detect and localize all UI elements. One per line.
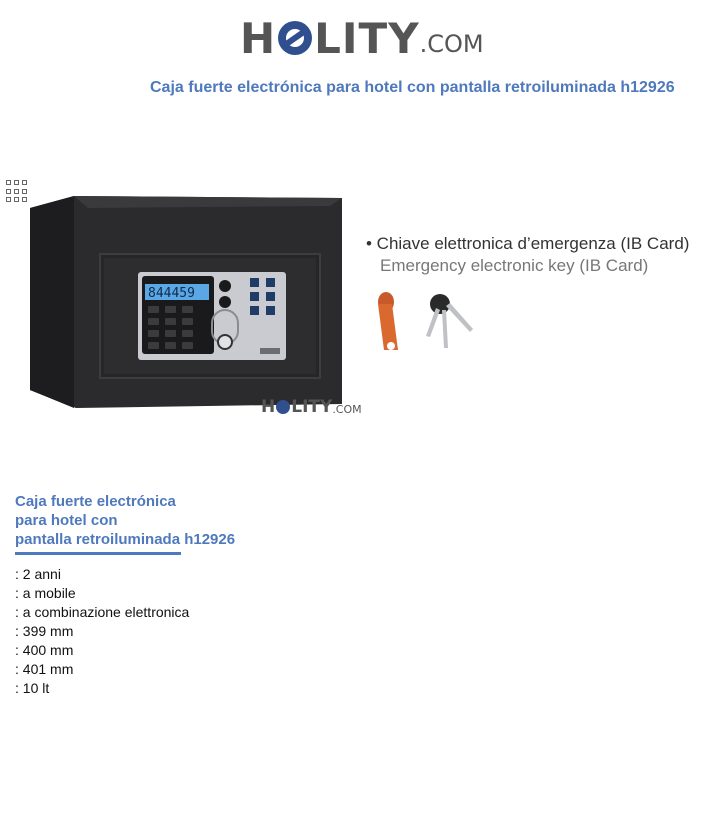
emergency-ib-card-key-icon	[378, 292, 398, 350]
page-title: Caja fuerte electrónica para hotel con pantalla retroiluminada h12926	[150, 79, 675, 96]
spec-warranty: : 2 anni	[15, 566, 61, 582]
spec-dimension: : 399 mm	[15, 623, 74, 639]
grid-cell	[22, 180, 27, 185]
grid-cell	[6, 189, 11, 194]
mechanical-keys-icon	[426, 294, 473, 348]
logo-brand-start: H	[240, 13, 277, 63]
logo-brand-end: LITY	[314, 13, 420, 63]
grid-cell	[14, 189, 19, 194]
key-lock-icon	[218, 335, 232, 349]
grid-cell	[22, 197, 27, 202]
gallery-grid-icon[interactable]	[6, 180, 30, 204]
product-title-line: pantalla retroiluminada h12926	[15, 531, 236, 548]
spec-list	[15, 565, 189, 698]
product-title	[15, 492, 315, 549]
product-image	[30, 180, 720, 430]
logo-domain: .COM	[419, 30, 484, 58]
grid-cell	[6, 197, 11, 202]
image-watermark-logo	[261, 397, 362, 417]
caption-emergency-key-en: Emergency electronic key (IB Card)	[380, 256, 649, 275]
watermark-brand-start: H	[261, 397, 276, 417]
safe-illustration	[30, 180, 720, 430]
spec-dimension: : 400 mm	[15, 642, 74, 658]
watermark-brand-end: LITY	[291, 397, 333, 417]
logo-o-emblem-icon	[278, 21, 312, 55]
watermark-o-emblem-icon	[276, 400, 290, 414]
lcd-readout: 844459	[148, 286, 195, 301]
spec-dimension: : 401 mm	[15, 661, 74, 677]
watermark-domain: .COM	[332, 402, 362, 416]
spec-lock-type: : a combinazione elettronica	[15, 604, 190, 620]
caption-emergency-key-it: • Chiave elettronica d’emergenza (IB Card)	[366, 234, 690, 253]
title-underline	[15, 552, 181, 555]
spec-capacity: : 10 lt	[15, 680, 50, 696]
grid-cell	[22, 189, 27, 194]
product-title-line: para hotel con	[15, 512, 118, 529]
spec-installation: : a mobile	[15, 585, 76, 601]
product-title-line: Caja fuerte electrónica	[15, 493, 176, 510]
holity-logo[interactable]	[240, 14, 484, 62]
grid-cell	[14, 197, 19, 202]
safe-control-panel	[138, 272, 286, 360]
grid-cell	[14, 180, 19, 185]
grid-cell	[6, 180, 11, 185]
